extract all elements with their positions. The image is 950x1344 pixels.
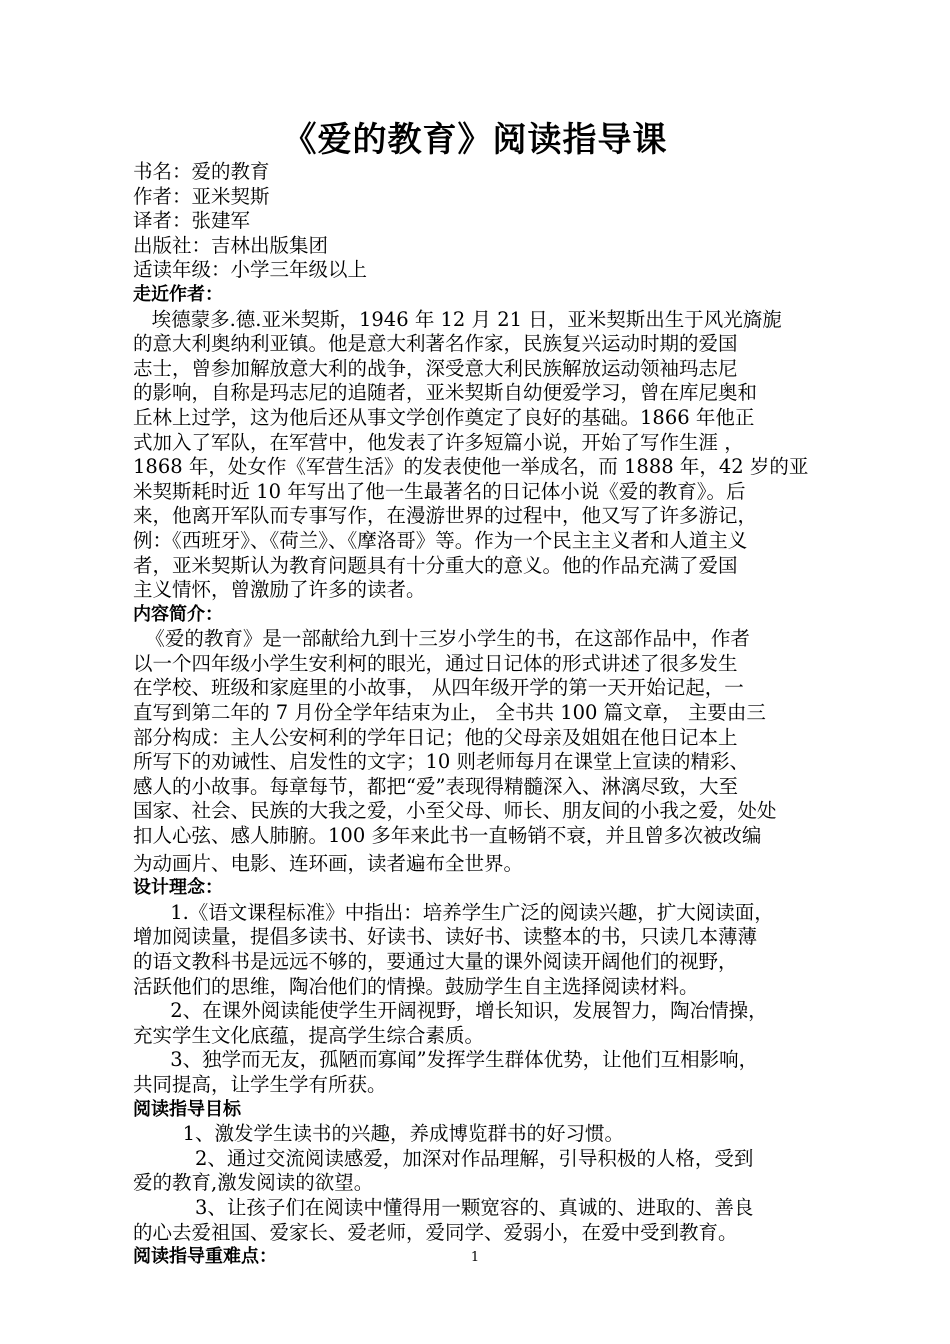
page-number: 1 [470, 1250, 480, 1265]
section-goals [133, 1098, 823, 1246]
text-line: 扣人心弦、感人肺腑。100 多年来此书一直畅销不衰，并且曾多次被改编 [133, 824, 762, 848]
text-line: 1868 年，处女作《军营生活》的发表使他一举成名，而 1888 年，42 岁的亚 [133, 455, 809, 479]
info-book-name: 书名：爱的教育 [133, 160, 270, 183]
text-line: 3、独学而无友，孤陋而寡闻”发挥学生群体优势，让他们互相影响， [133, 1048, 759, 1072]
document-title: 《爱的教育》阅读指导课 [282, 120, 668, 160]
section-summary [133, 603, 823, 877]
section-heading: 阅读指导目标 [133, 1098, 241, 1120]
text-line: 2、在课外阅读能使学生开阔视野，增长知识，发展智力，陶冶情操， [133, 999, 768, 1023]
section-heading: 设计理念： [133, 877, 223, 899]
text-line: 米契斯耗时近 10 年写出了他一生最著名的日记体小说《爱的教育》。后 [133, 479, 746, 503]
section-heading: 阅读指导重难点： [133, 1246, 277, 1268]
text-line: 丘林上过学，这为他后还从事文学创作奠定了良好的基础。1866 年他正 [133, 405, 755, 429]
text-line: 的影响，自称是玛志尼的追随者，亚米契斯自幼便爱学习，曾在库尼奥和 [133, 381, 758, 405]
text-line: 增加阅读量，提倡多读书、好读书、读好书、读整本的书，只读几本薄薄 [133, 925, 758, 949]
book-info [133, 160, 823, 283]
text-line: 在学校、班级和家庭里的小故事， 从四年级开学的第一天开始记起，一 [133, 676, 744, 700]
text-line: 1.《语文课程标准》中指出：培养学生广泛的阅读兴趣，扩大阅读面， [133, 900, 774, 924]
text-line: 充实学生文化底蕴，提高学生综合素质。 [133, 1023, 485, 1047]
section-concept [133, 876, 823, 1097]
text-line: 志士，曾参加解放意大利的战争，深受意大利民族解放运动领袖玛志尼 [133, 356, 738, 380]
text-line: 感人的小故事。每章每节，都把“爱”表现得精髓深入、淋漓尽致，大至 [133, 774, 738, 798]
text-line: 2、通过交流阅读感爱，加深对作品理解，引导积极的人格，受到 [133, 1146, 754, 1170]
text-line: 爱的教育,激发阅读的欲望。 [133, 1171, 374, 1195]
section-paragraph [133, 627, 823, 876]
text-line: 1、激发学生读书的兴趣，养成博览群书的好习惯。 [133, 1122, 624, 1146]
info-publisher: 出版社：吉林出版集团 [133, 233, 329, 257]
text-line: 以一个四年级小学生安利柯的眼光，通过日记体的形式讲述了很多发生 [133, 651, 738, 675]
section-heading: 走近作者： [133, 283, 223, 305]
section-paragraph [133, 901, 823, 1098]
text-line: 《爱的教育》是一部献给九到十三岁小学生的书，在这部作品中，作者 [133, 627, 750, 651]
document-body [133, 160, 823, 1270]
text-line: 国家、社会、民族的大我之爱，小至父母、师长、朋友间的小我之爱，处处 [133, 799, 777, 823]
text-line: 为动画片、电影、连环画，读者遍布全世界。 [133, 851, 524, 875]
text-line: 共同提高，让学生学有所获。 [133, 1072, 387, 1096]
text-line: 的语文教科书是远远不够的，要通过大量的课外阅读开阔他们的视野， [133, 950, 738, 973]
text-line: 来，他离开军队而专事写作，在漫游世界的过程中，他又写了许多游记， [133, 504, 758, 528]
text-line: 所写下的劝诫性、启发性的文字；10 则老师每月在课堂上宣读的精彩、 [133, 750, 750, 774]
text-line: 3、让孩子们在阅读中懂得用一颗宽容的、真诚的、进取的、善良 [133, 1195, 754, 1219]
text-line: 埃德蒙多.德.亚米契斯，1946 年 12 月 21 日，亚米契斯出生于风光旖旎 [133, 307, 782, 331]
info-author: 作者：亚米契斯 [133, 184, 270, 208]
text-line: 活跃他们的思维，陶冶他们的情操。鼓励学生自主选择阅读材料。 [133, 974, 699, 998]
section-paragraph [133, 1122, 823, 1245]
section-heading: 内容简介： [133, 603, 223, 625]
section-author [133, 283, 823, 603]
text-line: 者，亚米契斯认为教育问题具有十分重大的意义。他的作品充满了爱国 [133, 553, 738, 577]
section-paragraph [133, 308, 823, 603]
text-line: 例：《西班牙》、《荷兰》、《摩洛哥》等。作为一个民主主义者和人道主义 [133, 528, 748, 552]
text-line: 部分构成：主人公安柯利的学年日记；他的父母亲及姐姐在他日记本上 [133, 725, 738, 749]
text-line: 直写到第二年的 7 月份全学年结束为止， 全书共 100 篇文章， 主要由三 [133, 701, 766, 725]
text-line: 的心去爱祖国、爱家长、爱老师，爱同学、爱弱小，在爱中受到教育。 [133, 1220, 738, 1244]
info-translator: 译者：张建军 [133, 209, 251, 233]
text-line: 主义情怀，曾激励了许多的读者。 [133, 578, 426, 602]
info-grade: 适读年级：小学三年级以上 [133, 258, 368, 282]
text-line: 的意大利奥纳利亚镇。他是意大利著名作家，民族复兴运动时期的爱国 [133, 332, 738, 356]
text-line: 式加入了军队，在军营中，他发表了许多短篇小说，开始了写作生涯 ， [133, 430, 744, 454]
